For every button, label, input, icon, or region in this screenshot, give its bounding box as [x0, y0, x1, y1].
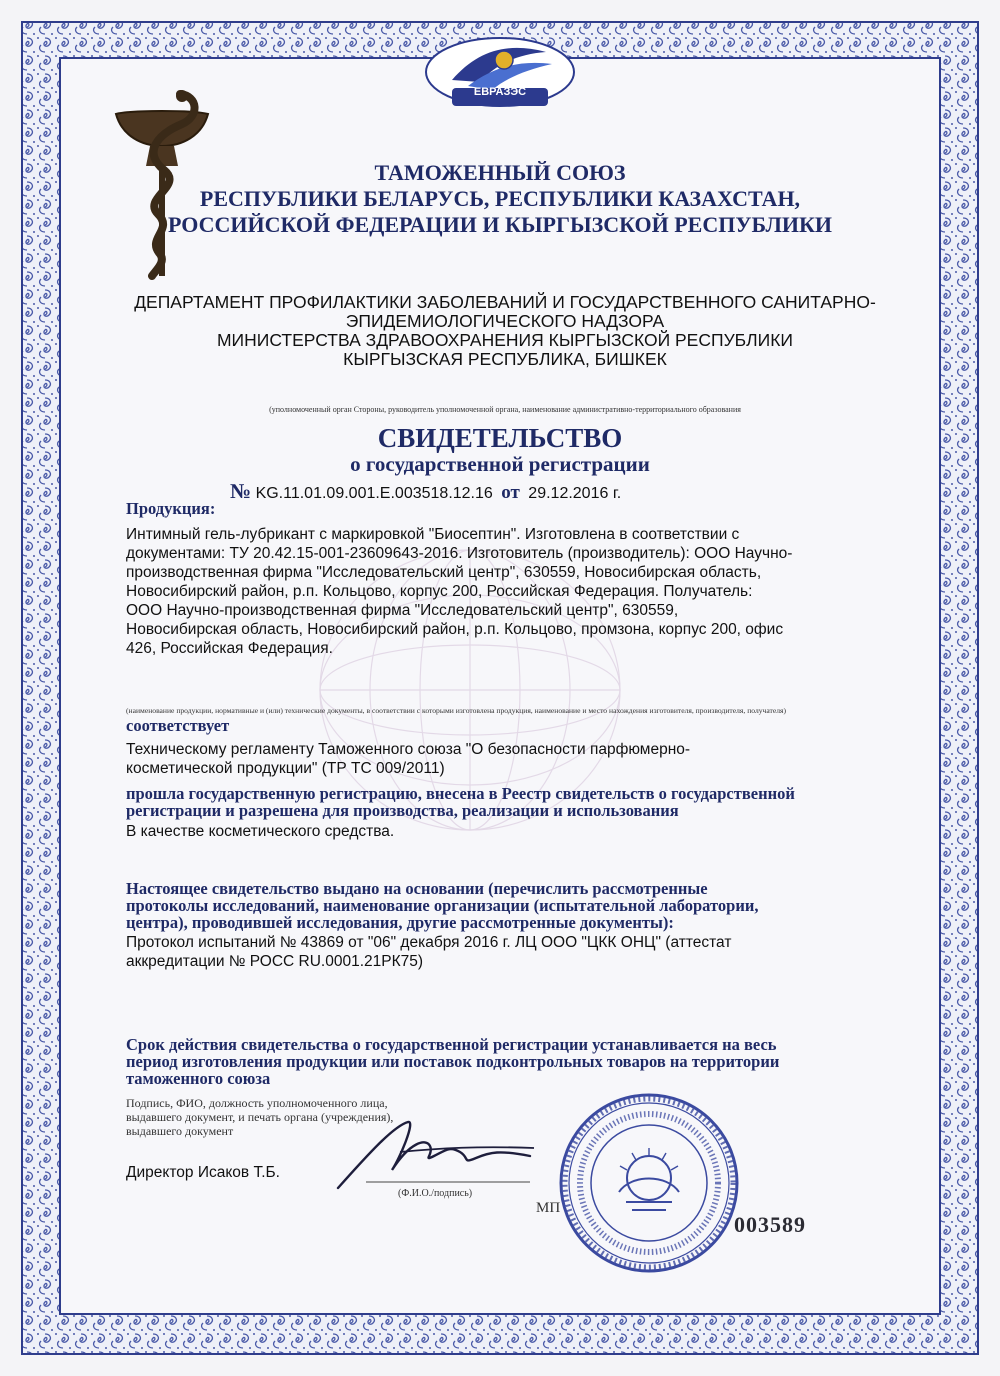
products-line: документами: ТУ 20.42.15-001-23609643-2016. Изготовитель (производитель): ООО Научно- [126, 545, 793, 562]
union-title-line: ТАМОЖЕННЫЙ СОЮЗ [374, 160, 626, 185]
fio-caption: (Ф.И.О./подпись) [398, 1188, 473, 1199]
department-line: ЭПИДЕМИОЛОГИЧЕСКОГО НАДЗОРА [345, 311, 665, 331]
products-line: Интимный гель-лубрикант с маркировкой "Биосептин". Изготовлена в соответствии с [126, 526, 740, 543]
certificate-number: KG.11.01.09.001.Е.003518.12.16 [255, 485, 493, 502]
products-description [126, 525, 826, 658]
certificate-number-row [230, 479, 790, 504]
regulation-line: Техническому регламенту Таможенного союза "О безопасности парфюмерно- [126, 741, 691, 758]
seal-place-label: МП [536, 1200, 561, 1216]
products-line: производственная фирма "Исследовательский центр", 630559, Новосибирская область, [126, 564, 762, 581]
date-prefix: от [501, 482, 520, 503]
union-title-line: РОССИЙСКОЙ ФЕДЕРАЦИИ И КЫРГЫЗСКОЙ РЕСПУБЛИКИ [167, 212, 833, 237]
test-protocol [126, 933, 846, 971]
usage-purpose: В качестве косметического средства. [126, 823, 395, 840]
test-protocol-line: аккредитации № РОСС RU.0001.21РК75) [126, 953, 424, 970]
serial-number: 003589 [734, 1212, 806, 1237]
certificate-title: СВИДЕТЕЛЬСТВО [377, 423, 623, 453]
products-label: Продукция: [126, 499, 216, 518]
handwritten-signature [330, 1112, 540, 1190]
validity-line: Срок действия свидетельства о государственной регистрации устанавливается на весь [126, 1035, 777, 1054]
regulation-line: косметической продукции" (ТР ТС 009/2011) [126, 760, 445, 777]
basis-statement [126, 880, 846, 931]
certificate-date: 29.12.2016 г. [528, 485, 622, 502]
products-caption: (наименование продукции, нормативные и (или) технические документы, в соответствии с которыми изготовлена продукция, наименование и место нахождения изготовителя, производителя, получателя) [126, 706, 787, 715]
signature-caption-line: выдавшего документ [126, 1124, 234, 1138]
customs-union-title [150, 160, 850, 238]
eurasec-emblem-icon [418, 30, 582, 110]
registration-statement-line: прошла государственную регистрацию, внесена в Реестр свидетельств о государственной [126, 784, 795, 803]
department-line: МИНИСТЕРСТВА ЗДРАВООХРАНЕНИЯ КЫРГЫЗСКОЙ РЕСПУБЛИКИ [216, 330, 794, 350]
official-seal-icon [556, 1090, 742, 1276]
products-line: ООО Научно-производственная фирма "Исследовательский центр", 630559, [126, 602, 679, 619]
department-line: ДЕПАРТАМЕНТ ПРОФИЛАКТИКИ ЗАБОЛЕВАНИЙ И ГОСУДАРСТВЕННОГО САНИТАРНО- [134, 292, 876, 312]
test-protocol-line: Протокол испытаний № 43869 от "06" декабря 2016 г. ЛЦ ООО "ЦКК ОНЦ" (аттестат [126, 934, 732, 951]
products-line: Новосибирский район, р.п. Кольцово, корпус 200, Российская Федерация. Получатель: [126, 583, 753, 600]
basis-statement-line: Настоящее свидетельство выдано на основании (перечислить рассмотренные [126, 879, 708, 898]
director-name: Директор Исаков Т.Б. [126, 1164, 280, 1181]
validity-statement [126, 1036, 866, 1087]
basis-statement-line: центра), проводившей исследования, другие рассмотренные документы): [126, 913, 674, 932]
number-symbol: № [230, 479, 252, 503]
validity-line: период изготовления продукции или поставок подконтрольных товаров на территории [126, 1052, 780, 1071]
products-line: Новосибирская область, Новосибирский район, р.п. Кольцово, промзона, корпус 200, офис [126, 621, 784, 638]
signature-caption-line: Подпись, ФИО, должность уполномоченного лица, [126, 1096, 388, 1110]
signature-caption-line: выдавшего документ, и печать органа (учреждения), [126, 1110, 394, 1124]
eurasec-logo-label: ЕВРАЗЭС [473, 86, 527, 98]
certificate-subtitle: о государственной регистрации [350, 452, 650, 476]
basis-statement-line: протоколы исследований, наименование организации (испытательной лаборатории, [126, 896, 759, 915]
department-line: КЫРГЫЗСКАЯ РЕСПУБЛИКА, БИШКЕК [343, 349, 667, 369]
registration-statement [126, 785, 866, 819]
regulation-text [126, 740, 786, 778]
registration-statement-line: регистрации и разрешена для производства, реализации и использования [126, 801, 679, 820]
department-caption: (уполномоченный орган Стороны, руководитель уполномоченной органа, наименование административно-территориального образования [269, 405, 741, 414]
issuing-department [120, 293, 890, 369]
validity-line: таможенного союза [126, 1069, 271, 1088]
products-line: 426, Российская Федерация. [126, 640, 333, 657]
complies-label: соответствует [126, 716, 230, 735]
union-title-line: РЕСПУБЛИКИ БЕЛАРУСЬ, РЕСПУБЛИКИ КАЗАХСТАН, [199, 186, 801, 211]
